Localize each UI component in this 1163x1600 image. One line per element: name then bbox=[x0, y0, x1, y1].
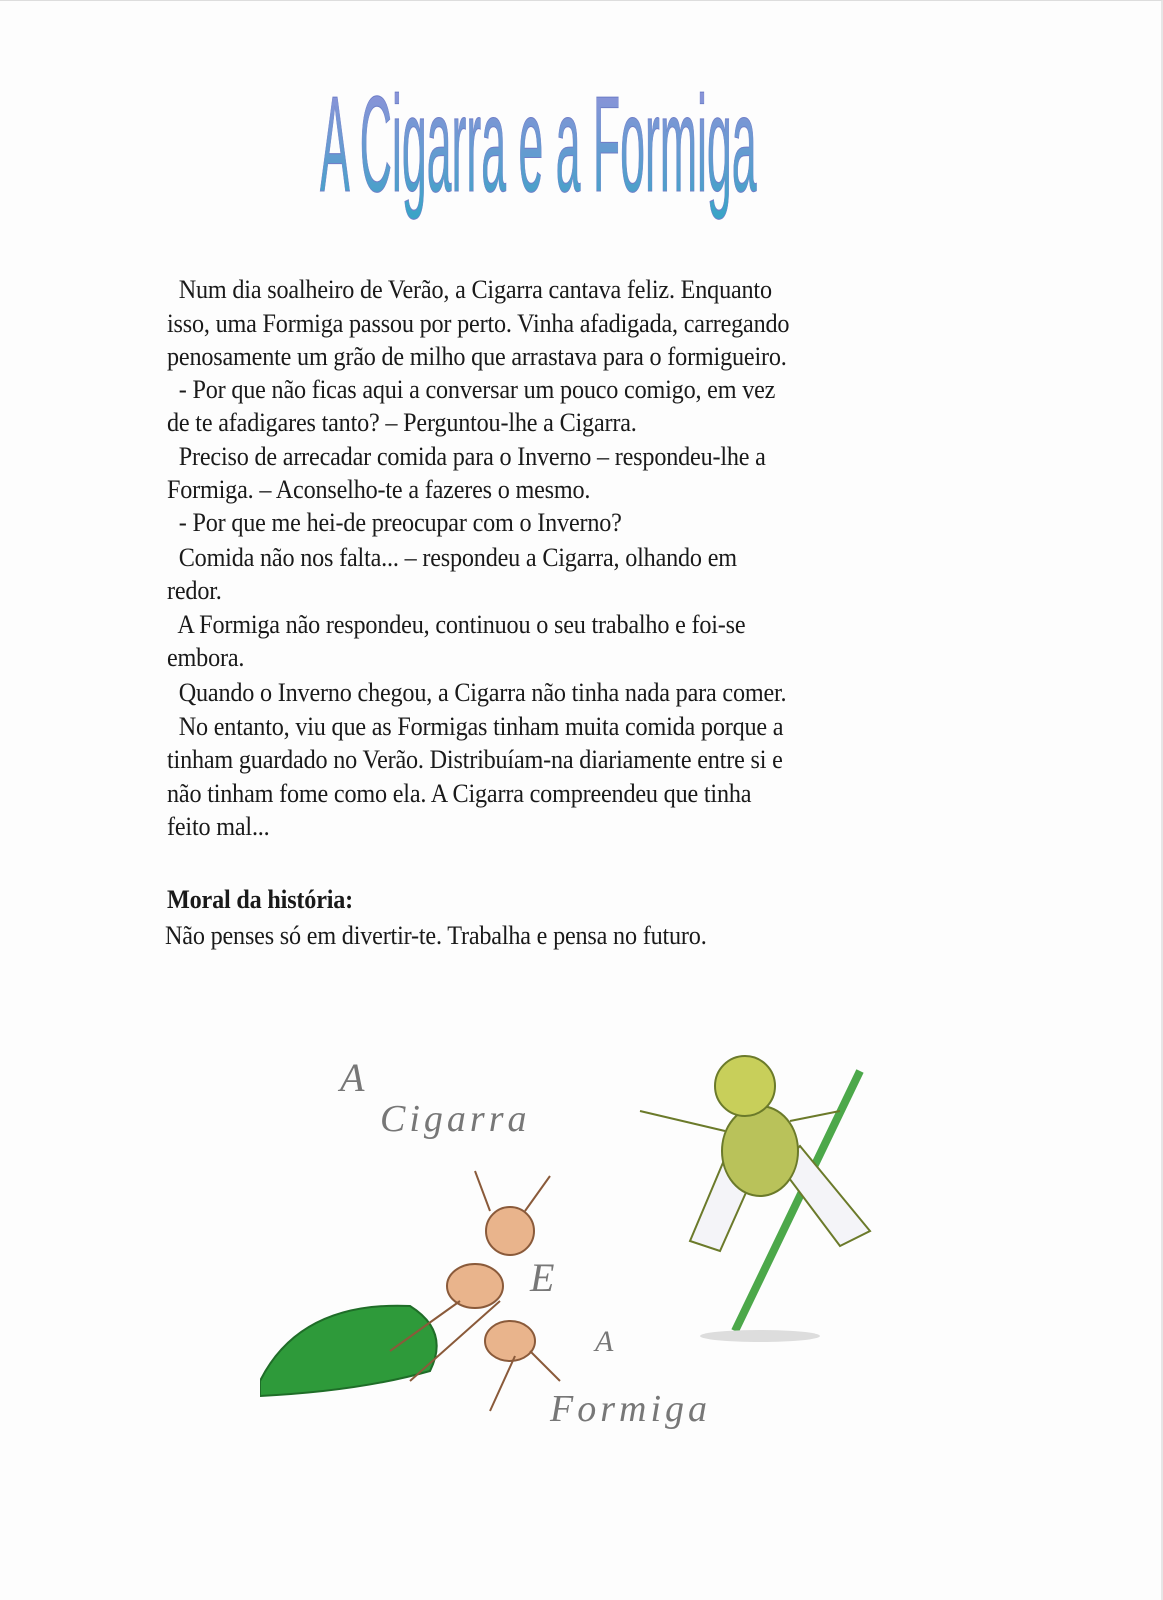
lettering-a1: A bbox=[340, 1055, 365, 1100]
story-line: feito mal... bbox=[167, 812, 270, 841]
story-line: Formiga. – Aconselho-te a fazeres o mesmo. bbox=[167, 475, 591, 504]
story-line: não tinham fome como ela. A Cigarra compreendeu que tinha bbox=[167, 779, 752, 808]
cicada-icon bbox=[640, 1056, 870, 1251]
lettering-formiga: Formiga bbox=[550, 1388, 711, 1430]
moral-heading: Moral da história: bbox=[167, 885, 354, 914]
story-line: A Formiga não respondeu, continuou o seu trabalho e foi-se bbox=[167, 610, 746, 639]
story-line: Num dia soalheiro de Verão, a Cigarra cantava feliz. Enquanto bbox=[167, 275, 772, 304]
story-line: isso, uma Formiga passou por perto. Vinha afadigada, carregando bbox=[167, 309, 790, 338]
story-title bbox=[300, 61, 860, 261]
story-line: Preciso de arrecadar comida para o Inverno – respondeu-lhe a bbox=[167, 442, 766, 471]
lettering-e: E bbox=[530, 1255, 555, 1300]
illustration-cicada-and-ant bbox=[260, 1051, 920, 1471]
leaf-icon bbox=[260, 1306, 437, 1396]
lettering-cigarra: Cigarra bbox=[380, 1098, 531, 1140]
story-line: Quando o Inverno chegou, a Cigarra não tinha nada para comer. bbox=[167, 678, 787, 707]
story-line: - Por que não ficas aqui a conversar um pouco comigo, em vez bbox=[167, 375, 776, 404]
story-line: tinham guardado no Verão. Distribuíam-na diariamente entre si e bbox=[167, 745, 783, 774]
lettering-a2: A bbox=[595, 1325, 614, 1358]
moral-text: Não penses só em divertir-te. Trabalha e pensa no futuro. bbox=[165, 921, 707, 950]
story-line: penosamente um grão de milho que arrastava para o formigueiro. bbox=[167, 342, 787, 371]
story-line: - Por que me hei-de preocupar com o Inverno? bbox=[167, 508, 622, 537]
story-line: Comida não nos falta... – respondeu a Cigarra, olhando em bbox=[167, 543, 737, 572]
story-line: embora. bbox=[167, 643, 245, 672]
title-text: A Cigarra e a Formiga bbox=[320, 67, 757, 221]
story-line: de te afadigares tanto? – Perguntou-lhe a Cigarra. bbox=[167, 408, 637, 437]
story-line: redor. bbox=[167, 576, 222, 605]
story-line: No entanto, viu que as Formigas tinham muita comida porque a bbox=[167, 712, 784, 741]
